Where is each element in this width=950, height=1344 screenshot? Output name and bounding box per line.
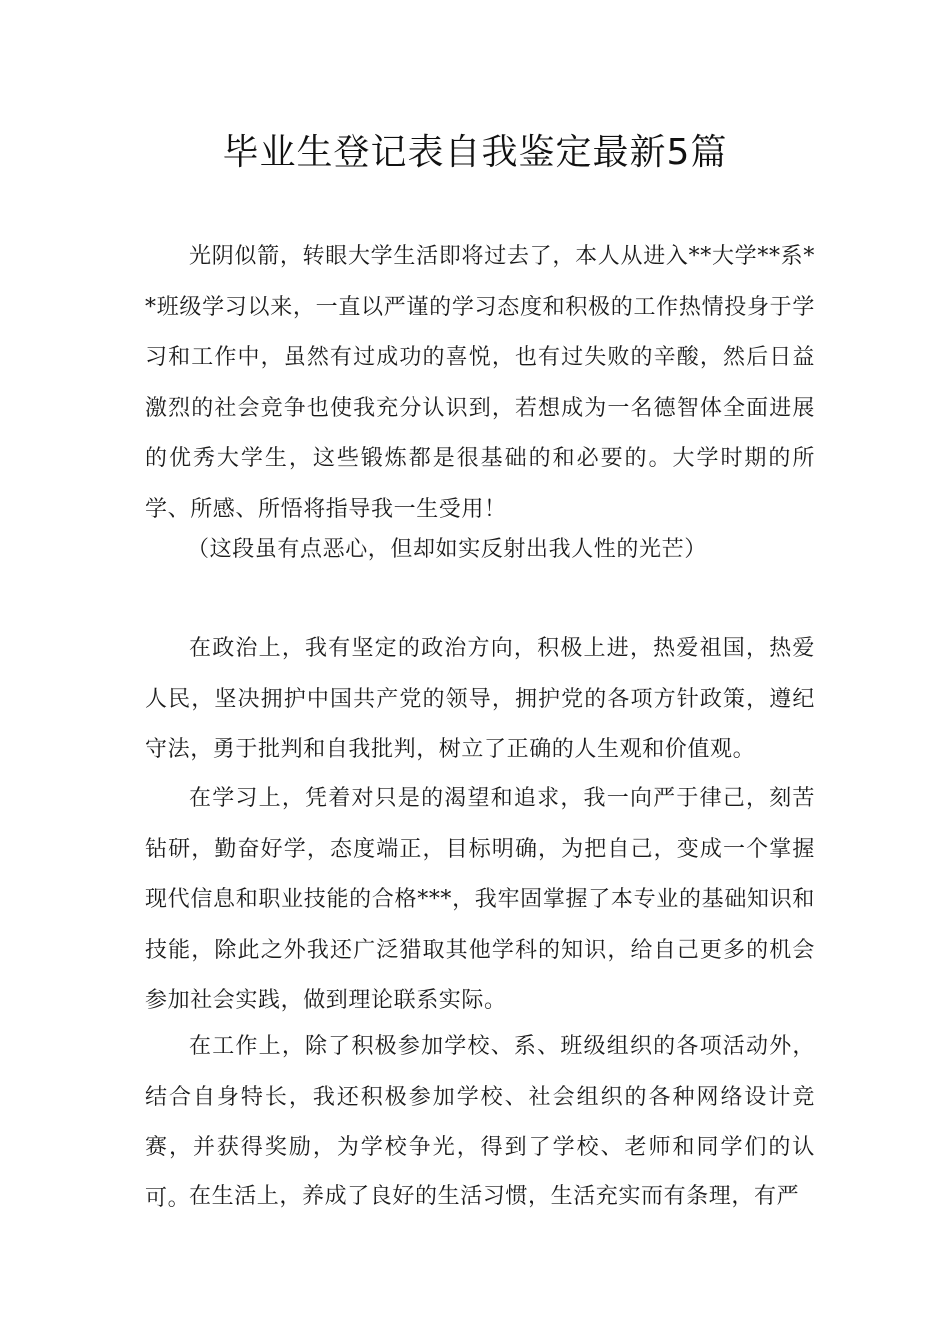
intro-paragraph: 光阴似箭，转眼大学生活即将过去了，本人从进入**大学**系**班级学习以来，一直以严谨的学习态度和积极的工作热情投身于学习和工作中，虽然有过成功的喜悦，也有过失败的辛酸，然后日益激烈的社会竞争也使我充分认识到，若想成为一名德智体全面进展的优秀大学生，这些锻炼都是很基础的和必要的。大学时期的所学、所感、所悟将指导我一生受用！ <box>145 244 815 522</box>
politics-paragraph: 在政治上，我有坚定的政治方向，积极上进，热爱祖国，热爱人民，坚决拥护中国共产党的领导，拥护党的各项方针政策，遵纪守法，勇于批判和自我批判，树立了正确的人生观和价值观。 <box>145 636 815 762</box>
study-paragraph: 在学习上，凭着对只是的渴望和追求，我一向严于律己，刻苦钻研，勤奋好学，态度端正，目标明确，为把自己，变成一个掌握现代信息和职业技能的合格***，我牢固掌握了本专业的基础知识和技能，除此之外我还广泛猎取其他学科的知识，给自己更多的机会参加社会实践，做到理论联系实际。 <box>145 786 815 1013</box>
document-title: 毕业生登记表自我鉴定最新5篇 <box>222 132 728 173</box>
work-paragraph: 在工作上，除了积极参加学校、系、班级组织的各项活动外，结合自身特长，我还积极参加学校、社会组织的各种网络设计竞赛，并获得奖励，为学校争光，得到了学校、老师和同学们的认可。 <box>145 1034 815 1211</box>
life-paragraph: 在生活上，养成了良好的生活习惯，生活充实而有条理，有严 <box>189 1184 800 1209</box>
note-paragraph: （这段虽有点恶心，但却如实反射出我人性的光芒） <box>187 537 707 562</box>
